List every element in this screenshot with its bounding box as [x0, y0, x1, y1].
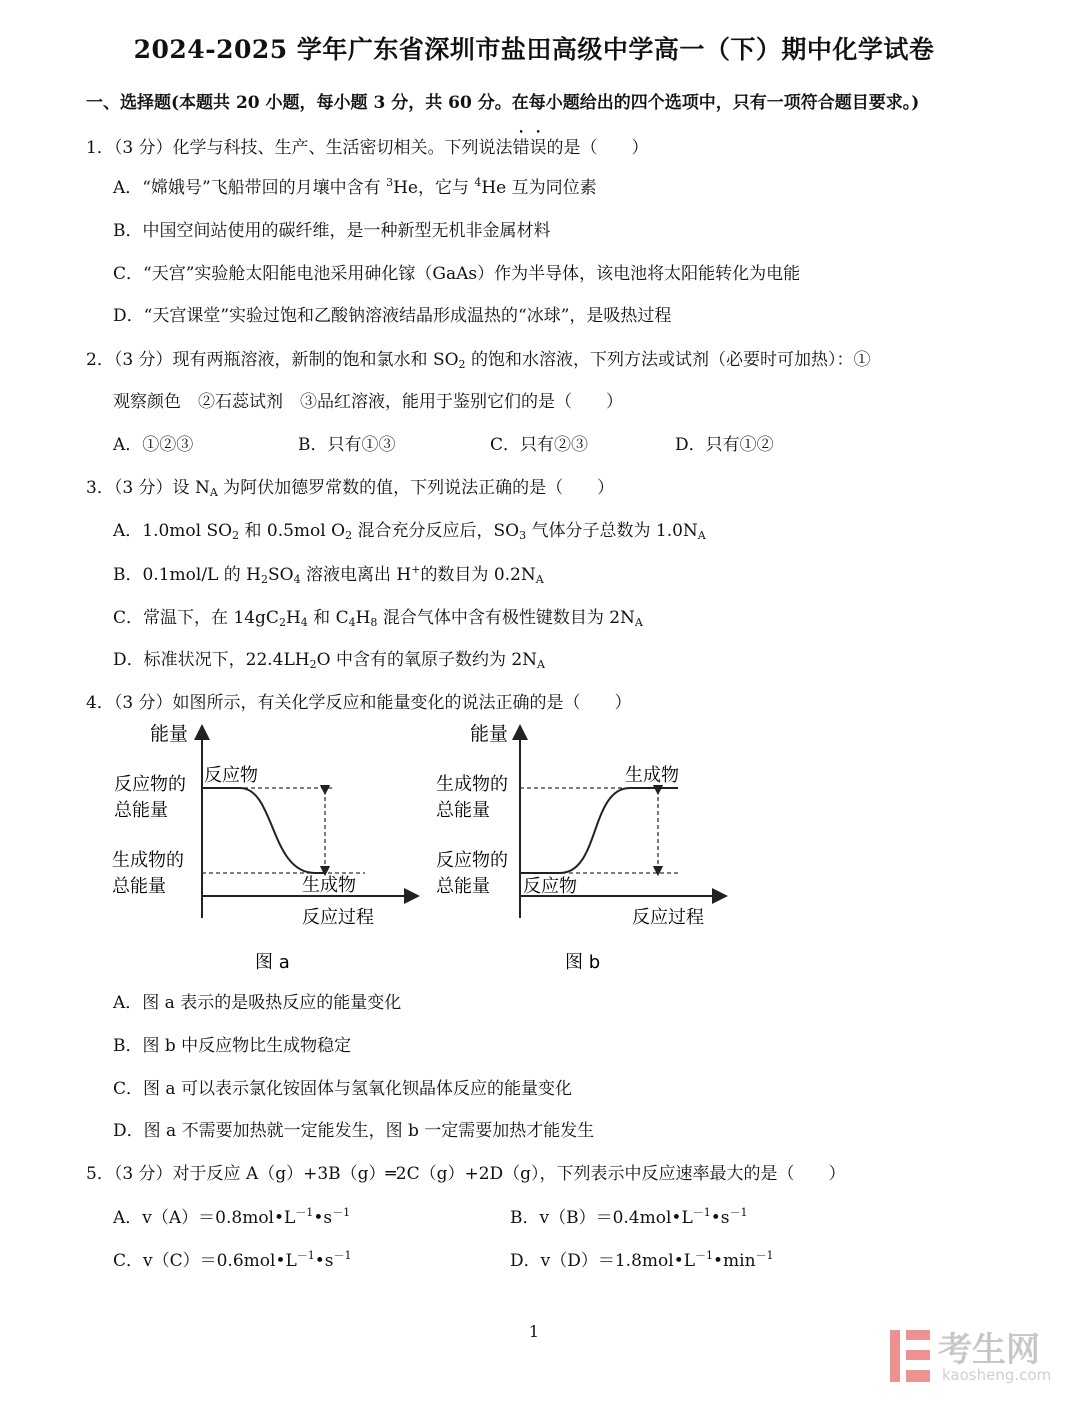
question-4: 4．（3 分）如图所示，有关化学反应和能量变化的说法正确的是（ ） [86, 693, 632, 713]
question-stem-end: 的是（ ） [546, 138, 649, 158]
exam-title: 2024-2025 学年广东省深圳市盐田高级中学高一（下）期中化学试卷 [133, 35, 935, 64]
question-1 [86, 128, 649, 158]
q2-option-a: A．①②③ [113, 435, 194, 455]
reactant-label-a: 反应物 [204, 765, 258, 786]
caption-a: 图 a [255, 952, 290, 973]
q2-option-d: D．只有①② [675, 435, 774, 455]
watermark-name: 考生网 [938, 1330, 1040, 1370]
q5-option-a: A．$v(A)=0.8mol•L^{-1}•s^{-1}$ [113, 1206, 351, 1228]
reaction-curve-b [520, 788, 678, 873]
x-axis-label-a: 反应过程 [302, 907, 374, 928]
product-label-a: 生成物 [302, 875, 356, 896]
question-stem: 化学与科技、生产、生活密切相关。下列说法 [172, 138, 513, 158]
watermark-url: kaosheng.com [942, 1366, 1052, 1384]
q4-option-a: A．图 a 表示的是吸热反应的能量变化 [113, 993, 402, 1013]
q3-option-d: D．标准状况下，$22.4LH_2O$ 中含有的氧原子数约为 $2N_A$ [113, 650, 545, 671]
reactant-label-b: 反应物 [523, 876, 577, 897]
q4-option-c: C．图 a 可以表示氯化铵固体与氢氧化钡晶体反应的能量变化 [113, 1079, 572, 1099]
question-3: 3．（3 分）设 $N_A$ 为阿伏加德罗常数的值，下列说法正确的是（ ） [86, 478, 615, 499]
diagram-a [112, 723, 412, 973]
q2-option-c: C．只有②③ [490, 435, 589, 455]
page-number: 1 [528, 1322, 540, 1341]
energy-axis-label-b: 能量 [470, 723, 509, 745]
q2-option-b: B．只有①③ [298, 435, 396, 455]
q5-option-b: B．$v(B)=0.4mol•L^{-1}•s^{-1}$ [510, 1206, 748, 1228]
emphasized-word: 错误 [512, 138, 547, 158]
energy-diagram-figure [110, 718, 730, 978]
q3-option-c: C．常温下，在 $14gC_2H_4$ 和 $C_4H_8$ 混合气体中含有极性键数目为 $2N_A$ [113, 608, 643, 629]
q5-option-d: D．$v(D)=1.8mol•L^{-1}•\min^{-1}$ [510, 1249, 774, 1271]
q5-option-c: C．$v(C)=0.6mol•L^{-1}•s^{-1}$ [113, 1249, 352, 1271]
q1-option-d: D．“天宫课堂”实验过饱和乙酸钠溶液结晶形成温热的“冰球”，是吸热过程 [113, 306, 672, 326]
q4-option-d: D．图 a 不需要加热就一定能发生，图 b 一定需要加热才能发生 [113, 1121, 595, 1141]
q1-option-b: B．中国空间站使用的碳纤维，是一种新型无机非金属材料 [113, 221, 551, 241]
section-heading: 一、选择题(本题共 20 小题，每小题 3 分，共 60 分。在每小题给出的四个选项中，只有一项符合题目要求。) [86, 93, 920, 113]
svg-text:生成物的: 生成物的 [112, 850, 184, 871]
svg-text:反应物的: 反应物的 [114, 774, 186, 795]
svg-text:总能量: 总能量 [112, 876, 166, 897]
diagram-b [436, 723, 720, 973]
svg-text:生成物的: 生成物的 [436, 774, 508, 795]
reaction-curve-a [202, 788, 325, 873]
svg-text:总能量: 总能量 [436, 800, 490, 821]
watermark [884, 1320, 1054, 1400]
question-5: 5．（3 分）对于反应 A（g）+3B（g）═2C（g）+2D（g），下列表示中反应速率最大的是（ ） [86, 1164, 846, 1184]
question-number: 1．（3 分） [86, 138, 173, 158]
q1-option-c: C．“天宫”实验舱太阳能电池采用砷化镓（GaAs）作为半导体，该电池将太阳能转化为电能 [113, 264, 801, 284]
q3-option-b: B．0.1mol/L 的 $H_2SO_4$ 溶液电离出 H+的数目为 $0.2N_A$ [113, 563, 544, 586]
x-axis-label-b: 反应过程 [632, 907, 704, 928]
caption-b: 图 b [565, 952, 601, 973]
q4-option-b: B．图 b 中反应物比生成物稳定 [113, 1036, 352, 1056]
q3-option-a: A．1.0mol $SO_2$ 和 0.5mol $O_2$ 混合充分反应后，$SO_3$ 气体分子总数为 $1.0N_A$ [113, 521, 706, 542]
q1-option-a: A．“嫦娥号”飞船带回的月壤中含有 $^3$He，它与 $^4$He 互为同位素 [113, 176, 597, 198]
energy-axis-label-a: 能量 [150, 723, 189, 745]
svg-text:总能量: 总能量 [436, 876, 490, 897]
question-2: 2．（3 分）现有两瓶溶液，新制的饱和氯水和 $SO_2$ 的饱和水溶液，下列方法或试剂（必要时可加热）：① [86, 350, 871, 371]
product-label-b: 生成物 [625, 765, 679, 786]
svg-text:总能量: 总能量 [114, 800, 168, 821]
watermark-logo-icon [886, 1324, 934, 1388]
svg-text:反应物的: 反应物的 [436, 850, 508, 871]
question-2-continued: 观察颜色 ②石蕊试剂 ③品红溶液，能用于鉴别它们的是（ ） [113, 392, 623, 412]
